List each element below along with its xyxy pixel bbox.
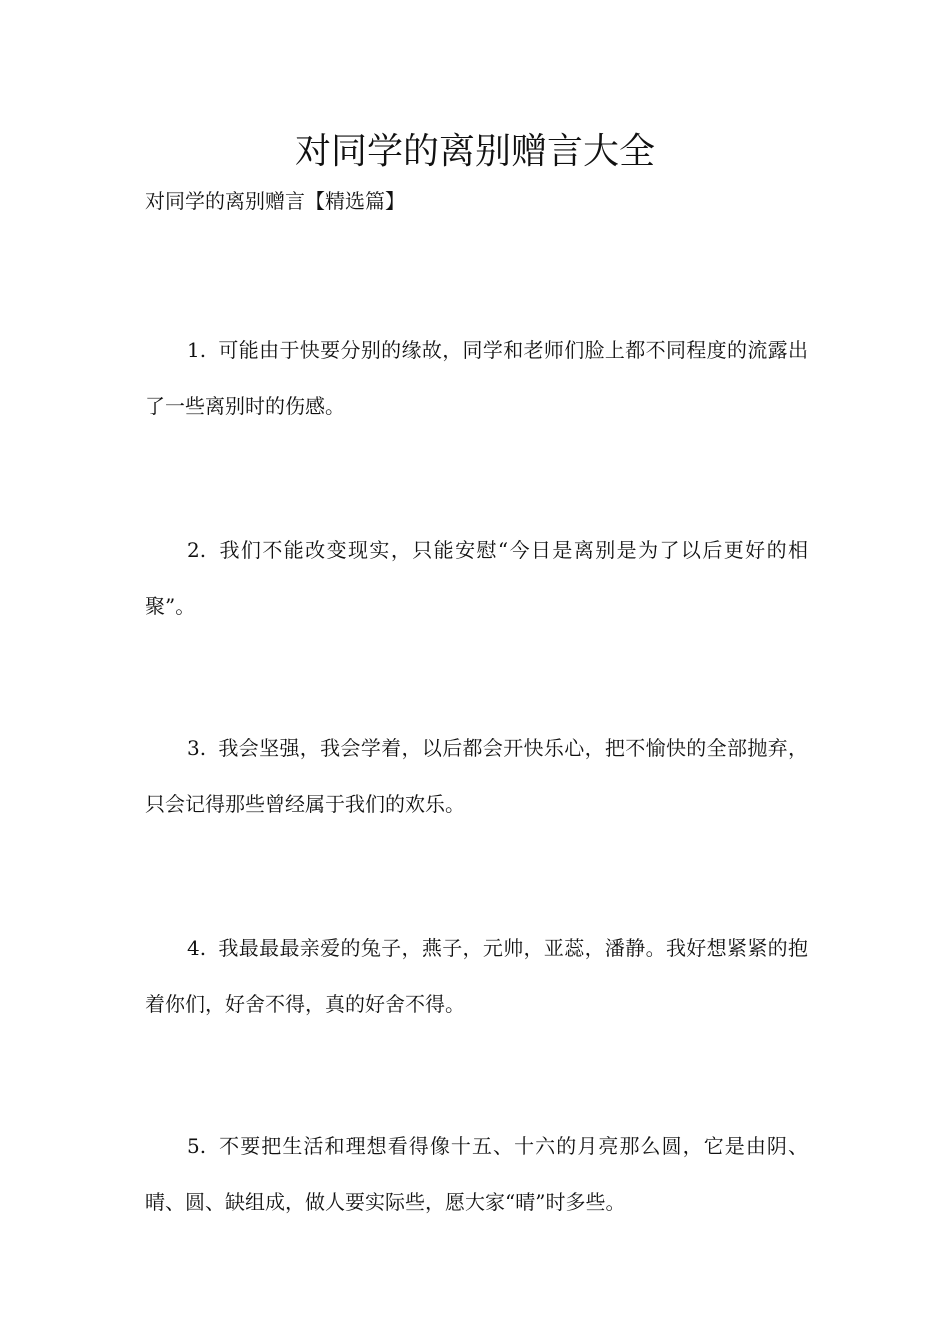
- paragraph-2: [145, 522, 808, 634]
- page-title: 对同学的离别赠言大全: [294, 131, 655, 172]
- paragraph-text: 我最最最亲爱的兔子，燕子，元帅，亚蕊，潘静。我好想紧紧的抱着你们，好舍不得，真的好舍不得。: [145, 936, 808, 1016]
- paragraph-text: 不要把生活和理想看得像十五、十六的月亮那么圆，它是由阴、晴、圆、缺组成，做人要实际些，愿大家“晴”时多些。: [145, 1134, 808, 1214]
- paragraph-number: 3.: [187, 736, 207, 760]
- paragraph-text: 可能由于快要分别的缘故，同学和老师们脸上都不同程度的流露出了一些离别时的伤感。: [145, 338, 808, 418]
- paragraph-4: [145, 920, 808, 1032]
- paragraph-text: 我会坚强，我会学着，以后都会开快乐心，把不愉快的全部抛弃，只会记得那些曾经属于我们的欢乐。: [145, 736, 808, 816]
- paragraph-3: [145, 720, 808, 832]
- paragraph-number: 2.: [187, 538, 207, 562]
- paragraph-text: 我们不能改变现实，只能安慰“今日是离别是为了以后更好的相聚”。: [145, 538, 808, 618]
- section-heading: 对同学的离别赠言【精选篇】: [145, 189, 405, 213]
- paragraph-number: 5.: [187, 1134, 207, 1158]
- paragraph-number: 1.: [187, 338, 207, 362]
- paragraph-5: [145, 1118, 808, 1230]
- paragraph-number: 4.: [187, 936, 207, 960]
- paragraph-1: [145, 322, 808, 434]
